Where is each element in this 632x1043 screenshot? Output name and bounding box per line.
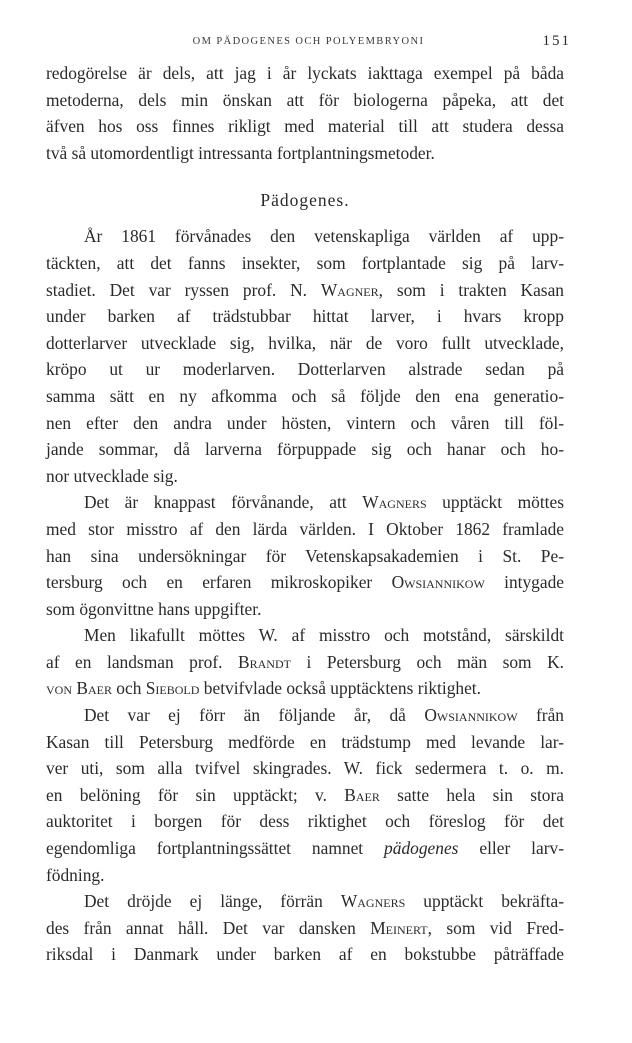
text-run: i Petersburg och män som K. bbox=[290, 651, 564, 672]
text-run: upptäckt möttes bbox=[426, 492, 565, 513]
text-run: tersburg och en erfaren mikroskopiker bbox=[46, 572, 392, 593]
text-line: nor utvecklade sig. bbox=[46, 465, 178, 486]
text-line bbox=[46, 649, 564, 676]
text-run: Det är knappast förvånande, att bbox=[84, 492, 363, 513]
paragraph-1 bbox=[46, 223, 564, 489]
text-line: riksdal i Danmark under barken af en bokstubbe påträffade bbox=[46, 944, 564, 965]
text-run: des från annat håll. Det var dansken bbox=[46, 917, 371, 938]
text-run: af en landsman prof. bbox=[46, 651, 239, 672]
text-line bbox=[46, 888, 564, 915]
text-line: År 1861 förvånades den vetenskapliga världen af upp- bbox=[84, 226, 564, 247]
author-name: Wagners bbox=[340, 891, 406, 912]
text-line: han sina undersökningar för Vetenskapsakademien i St. Pe- bbox=[46, 545, 564, 566]
author-name: von Baer bbox=[46, 678, 112, 699]
text-run: , som vid Fred- bbox=[427, 917, 564, 938]
text-run: satte hela sin stora bbox=[379, 784, 564, 805]
text-run: betvifvlade också upptäcktens riktighet. bbox=[199, 678, 481, 699]
text-line bbox=[46, 915, 564, 942]
text-run: intygade bbox=[484, 572, 565, 593]
text-run: egendomliga fortplantningssättet namnet bbox=[46, 838, 385, 859]
body-text bbox=[46, 60, 564, 968]
text-line: dotterlarver utvecklade sig, hvilka, när de voro fullt utvecklade, bbox=[46, 332, 564, 353]
text-line: två så utomordentligt intressanta fortplantningsmetoder. bbox=[46, 142, 435, 163]
text-run: Det var ej förr än följande år, då bbox=[84, 705, 425, 726]
section-heading: Pädogenes. bbox=[260, 190, 350, 211]
text-line bbox=[46, 675, 564, 702]
author-name: Siebold bbox=[145, 678, 200, 699]
author-name: Wagners bbox=[362, 492, 427, 513]
intro-paragraph bbox=[46, 60, 564, 166]
text-line: metoderna, dels min önskan att för biologerna påpeka, att det bbox=[46, 89, 564, 110]
text-run: eller larv- bbox=[458, 838, 564, 859]
running-title: OM PÄDOGENES OCH POLYEMBRYONI bbox=[192, 36, 425, 47]
text-line bbox=[46, 489, 564, 516]
text-line bbox=[46, 835, 564, 862]
text-line: Kasan till Petersburg medförde en trädstump med levande lar- bbox=[46, 731, 564, 752]
text-line: redogörelse är dels, att jag i år lyckats iakttaga exempel på båda bbox=[46, 63, 564, 83]
text-line: auktoritet i borgen för dess riktighet och föreslog för det bbox=[46, 811, 564, 832]
text-line bbox=[46, 782, 564, 809]
text-line bbox=[46, 569, 564, 596]
text-run: från bbox=[517, 705, 564, 726]
text-line: täckten, att det fanns insekter, som fortplantade sig på larv- bbox=[46, 252, 564, 273]
author-name: Brandt bbox=[238, 651, 291, 672]
text-line: med stor misstro af den lärda världen. I Oktober 1862 framlade bbox=[46, 518, 564, 539]
italic-term: pädogenes bbox=[384, 838, 459, 859]
text-line: Men likafullt möttes W. af misstro och motstånd, särskildt bbox=[84, 625, 564, 646]
author-name: Meinert bbox=[370, 917, 428, 938]
paragraph-3 bbox=[46, 622, 564, 702]
text-run: Det dröjde ej länge, förrän bbox=[84, 891, 341, 912]
text-run: upptäckt bekräfta- bbox=[405, 891, 564, 912]
text-line: stadiet. Det var ryssen prof. N. Wagner, som i trakten Kasan bbox=[46, 279, 564, 300]
text-line: äfven hos oss finnes rikligt med material till att studera dessa bbox=[46, 116, 564, 137]
text-run: en belöning för sin upptäckt; v. bbox=[46, 784, 345, 805]
text-line: under barken af trädstubbar hittat larver, i hvars kropp bbox=[46, 306, 564, 327]
text-line: nen efter den andra under hösten, vintern och våren till föl- bbox=[46, 412, 564, 433]
page-number: 151 bbox=[542, 33, 571, 49]
paragraph-4 bbox=[46, 702, 564, 888]
author-name: Owsiannikow bbox=[424, 705, 518, 726]
author-name: Owsiannikow bbox=[391, 572, 485, 593]
text-line: som ögonvittne hans uppgifter. bbox=[46, 598, 262, 619]
author-name: Baer bbox=[344, 784, 380, 805]
text-line: jande sommar, då larverna förpuppade sig och hanar och ho- bbox=[46, 439, 564, 460]
running-head bbox=[46, 33, 571, 53]
text-run: och bbox=[111, 678, 146, 699]
text-line bbox=[46, 702, 564, 729]
text-line: samma sätt en ny afkomma och så följde den ena generatio- bbox=[46, 385, 564, 406]
text-line: kröpo ut ur moderlarven. Dotterlarven alstrade sedan på bbox=[46, 359, 564, 380]
paragraph-2 bbox=[46, 489, 564, 622]
text-line: ver uti, som alla tvifvel skingrades. W. fick sedermera t. o. m. bbox=[46, 758, 564, 779]
text-line: födning. bbox=[46, 864, 105, 885]
paragraph-5 bbox=[46, 888, 564, 968]
